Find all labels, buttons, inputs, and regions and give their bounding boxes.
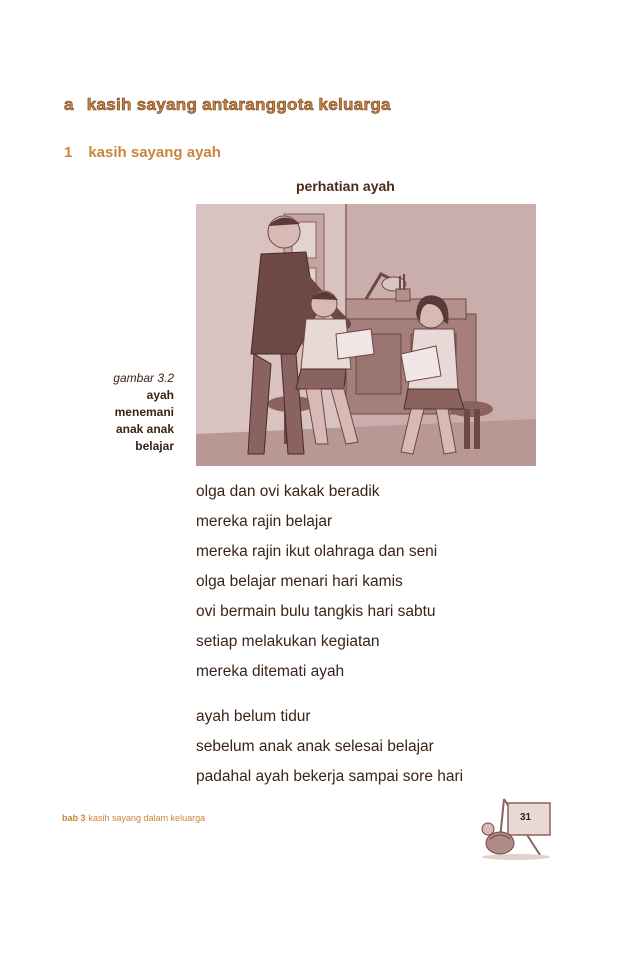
text-line: ovi bermain bulu tangkis hari sabtu: [196, 603, 436, 620]
section-title: kasih sayang antaranggota keluarga: [86, 95, 391, 114]
subsection-heading: [64, 144, 221, 161]
picture-title: perhatian ayah: [296, 178, 395, 194]
text-line: olga belajar menari hari kamis: [196, 573, 403, 590]
text-line: mereka ditemati ayah: [196, 663, 345, 680]
father-children-studying-illustration: [196, 204, 536, 466]
caption-line: ayah: [146, 388, 174, 402]
figure-caption: [88, 370, 174, 455]
paragraph-1: [196, 477, 556, 687]
page-footer: [62, 813, 205, 823]
turtle-easel-mascot-icon: [478, 795, 556, 861]
section-heading: [64, 95, 391, 115]
chapter-title: kasih sayang dalam keluarga: [88, 813, 206, 823]
text-line: setiap melakukan kegiatan: [196, 633, 380, 650]
caption-line: belajar: [135, 439, 174, 453]
subsection-title: kasih sayang ayah: [88, 144, 221, 161]
figure-label: gambar 3.2: [113, 371, 174, 385]
text-line: ayah belum tidur: [196, 708, 311, 725]
page-number: 31: [520, 812, 532, 823]
text-line: sebelum anak anak selesai belajar: [196, 738, 434, 755]
subsection-number: 1: [64, 144, 73, 161]
text-line: padahal ayah bekerja sampai sore hari: [196, 768, 464, 785]
caption-line: menemani: [114, 405, 174, 419]
caption-line: anak anak: [115, 422, 174, 436]
text-line: mereka rajin belajar: [196, 513, 333, 530]
text-line: olga dan ovi kakak beradik: [196, 483, 380, 500]
section-letter: a: [64, 95, 74, 114]
paragraph-2: [196, 702, 556, 792]
text-line: mereka rajin ikut olahraga dan seni: [196, 543, 438, 560]
chapter-label: bab 3: [62, 813, 86, 823]
